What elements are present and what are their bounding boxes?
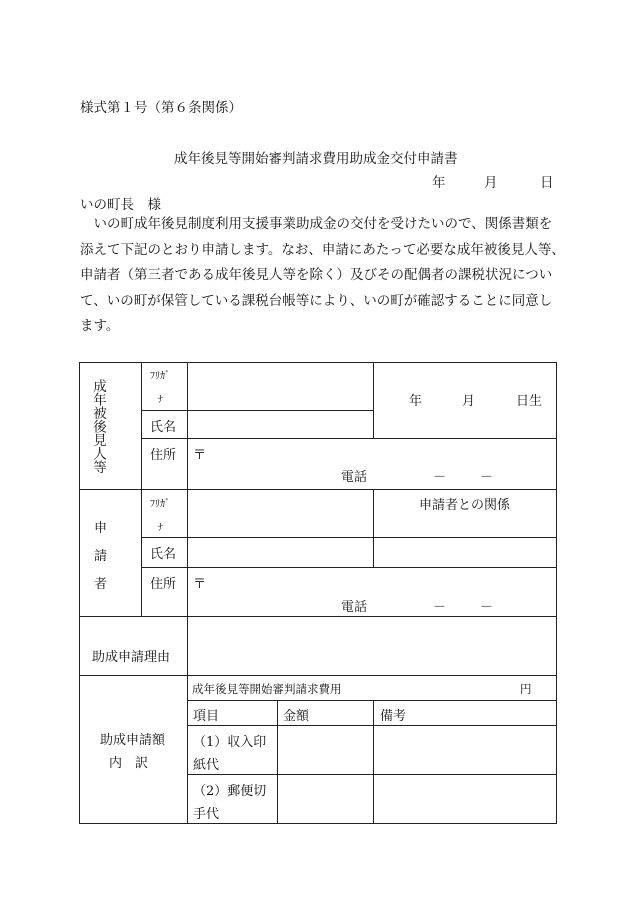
birth-year-label: 年 [409, 394, 423, 409]
statement-line: いの町成年後見制度利用支援事業助成金の交付を受けたいので、関係書類を [80, 216, 553, 232]
applicant-address-field[interactable] [210, 568, 555, 592]
ward-address-label: 住所 [150, 448, 177, 463]
row-divider [187, 700, 557, 701]
applicant-phone-label: 電話 [341, 600, 368, 615]
column-header-notes: 備考 [380, 709, 407, 724]
ward-furigana-field[interactable] [188, 363, 372, 409]
breakdown-item-label: （2）郵便切 [193, 784, 267, 799]
breakdown-item-label: 紙代 [193, 758, 220, 773]
ward-postal-mark: 〒 [193, 448, 207, 463]
statement-line: ます。 [80, 318, 120, 334]
applicant-phone-separator: － [480, 600, 494, 615]
form-number: 様式第１号（第６条関係） [80, 100, 242, 116]
postage-amount-field[interactable] [278, 775, 372, 822]
ward-phone-separator: － [433, 470, 447, 485]
ward-furigana-label: ﾌﾘｶﾞ [150, 371, 170, 382]
applicant-postal-mark: 〒 [193, 577, 207, 592]
applicant-section-label: 申 [94, 521, 108, 536]
table-border [79, 823, 557, 824]
column-header-item: 項目 [193, 709, 220, 724]
cost-label: 成年後見等開始審判請求費用 [192, 682, 342, 696]
applicant-furigana-field[interactable] [188, 490, 372, 536]
relationship-label: 申請者との関係 [419, 498, 511, 513]
ward-birthdate-field[interactable] [374, 363, 555, 437]
postage-notes-field[interactable] [374, 775, 555, 822]
statement-line: て、いの町が保管している課税台帳等により、いの町が確認することに同意し [80, 292, 553, 309]
column-header-amount: 金額 [283, 709, 310, 724]
ward-phone-label: 電話 [341, 470, 368, 485]
stamp-notes-field[interactable] [374, 726, 555, 773]
reason-label: 助成申請理由 [92, 650, 171, 665]
applicant-address-label: 住所 [150, 577, 177, 592]
yen-label: 円 [520, 682, 532, 696]
ward-address-field[interactable] [210, 439, 555, 461]
breakdown-section-label: 内 訳 [109, 756, 149, 771]
application-statement [80, 212, 565, 340]
ward-name-label: 氏名 [150, 420, 177, 435]
breakdown-item-label: （1）収入印 [193, 735, 267, 750]
col-divider [141, 489, 142, 616]
statement-line: 添えて下記のとおり申請します。なお、申請にあたって必要な成年被後見人等、 [80, 241, 565, 258]
applicant-section-label: 請 [94, 549, 108, 564]
date-month-label: 月 [484, 175, 498, 191]
col-divider [141, 362, 142, 489]
form-title: 成年後見等開始審判請求費用助成金交付申請書 [174, 151, 458, 167]
birth-day-label: 日生 [516, 394, 543, 409]
reason-field[interactable] [188, 617, 555, 674]
ward-section-label: 成年被後見人等 [90, 379, 106, 474]
addressee: いの町長 様 [80, 197, 161, 213]
ward-phone-separator: － [480, 470, 494, 485]
applicant-name-field[interactable] [188, 538, 372, 566]
relationship-field[interactable] [374, 512, 555, 536]
breakdown-item-label: 手代 [193, 807, 220, 822]
breakdown-section-label: 助成申請額 [100, 733, 166, 748]
col-divider [187, 675, 188, 823]
applicant-phone-separator: － [433, 600, 447, 615]
date-year-label: 年 [432, 175, 446, 191]
ward-furigana-label: ﾅ [158, 395, 163, 406]
applicant-furigana-label: ﾅ [158, 523, 163, 534]
applicant-section-label: 者 [94, 577, 108, 592]
applicant-furigana-label: ﾌﾘｶﾞ [150, 499, 170, 510]
table-border [556, 362, 557, 824]
ward-name-field[interactable] [188, 411, 372, 437]
total-cost-field[interactable] [370, 676, 515, 699]
statement-line: 申請者（第三者である成年後見人等を除く）及びその配偶者の課税状況につい [80, 267, 553, 283]
table-border [79, 362, 80, 824]
applicant-name-label: 氏名 [150, 547, 177, 562]
birth-month-label: 月 [462, 394, 476, 409]
stamp-amount-field[interactable] [278, 726, 372, 773]
date-day-label: 日 [540, 175, 554, 191]
